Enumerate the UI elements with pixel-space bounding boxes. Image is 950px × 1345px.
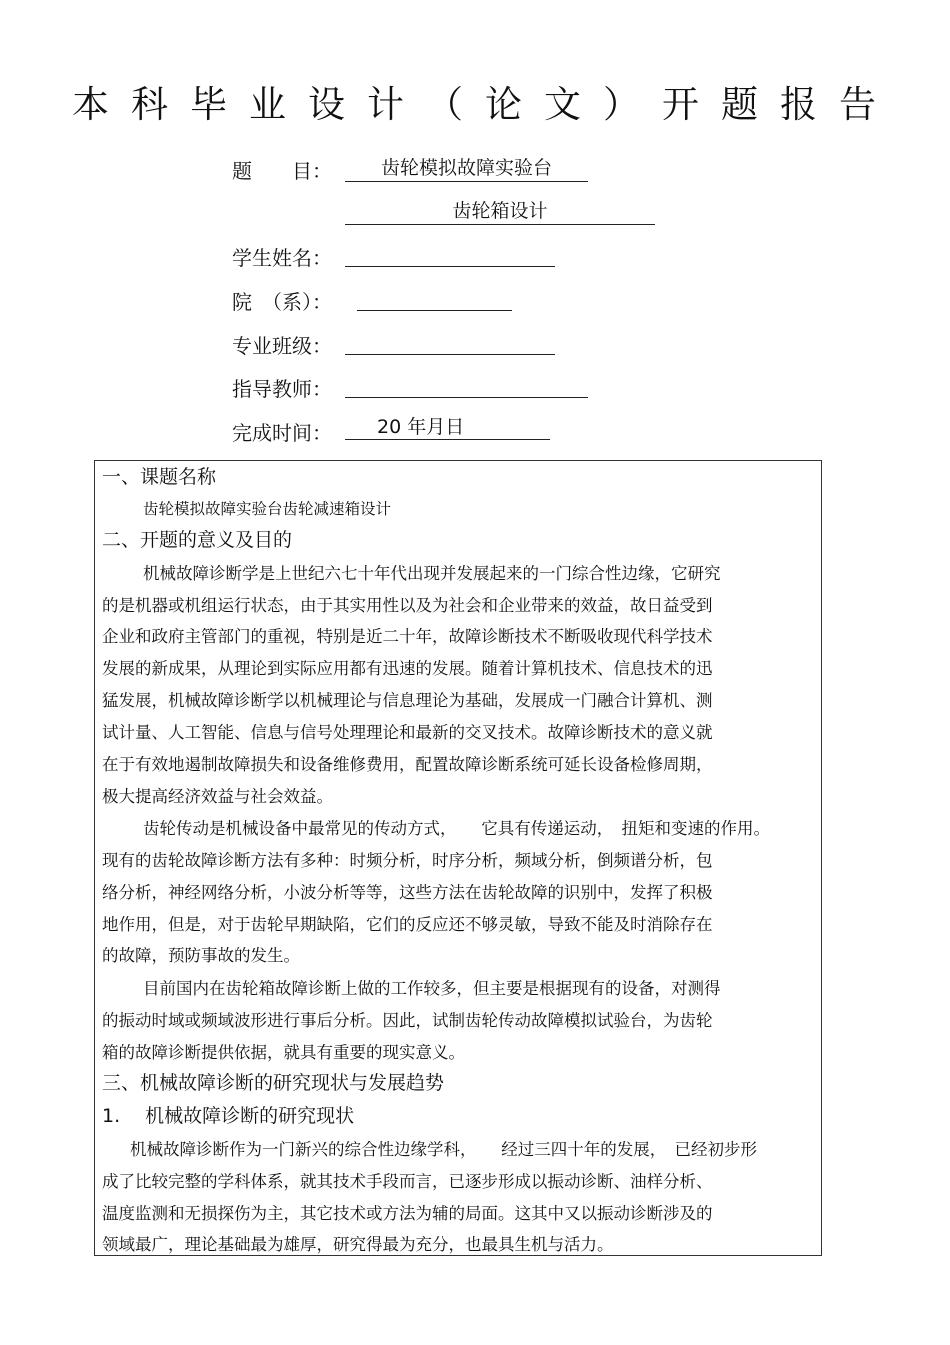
topic-label: 题 目： <box>232 159 332 183</box>
paragraph-line: 温度监测和无损探伤为主，其它技术或方法为辅的局面。这其中又以振动诊断涉及的 <box>102 1204 713 1223</box>
section-2-heading: 二、开题的意义及目的 <box>102 529 293 551</box>
paragraph-line: 地作用，但是，对于齿轮早期缺陷，它们的反应还不够灵敏，导致不能及时消除存在 <box>102 915 713 934</box>
paragraph-line: 机械故障诊断学是上世纪六七十年代出现并发展起来的一门综合性边缘，它研究 <box>143 564 721 583</box>
paragraph-line: 现有的齿轮故障诊断方法有多种：时频分析，时序分析，频域分析，倒频谱分析，包 <box>102 851 713 870</box>
student-name-label: 学生姓名： <box>232 246 332 270</box>
paragraph-line: 络分析，神经网络分析，小波分析等等，这些方法在齿轮故障的识别中，发挥了积极 <box>102 883 713 902</box>
section-3-heading: 三、机械故障诊断的研究现状与发展趋势 <box>102 1072 445 1094</box>
paragraph-line: 机械故障诊断作为一门新兴的综合性边缘学科， 经过三四十年的发展， 已经初步形 <box>130 1140 757 1159</box>
completion-date-label: 完成时间： <box>232 421 332 445</box>
paragraph-line: 发展的新成果，从理论到实际应用都有迅速的发展。随着计算机技术、信息技术的迅 <box>102 659 713 678</box>
completion-date-value: 20 年月日 <box>345 414 550 440</box>
department-value <box>357 284 512 311</box>
major-class-value <box>345 328 555 355</box>
student-name-value <box>345 240 555 267</box>
topic-value-line1: 齿轮模拟故障实验台 <box>345 155 588 182</box>
paragraph-line: 目前国内在齿轮箱故障诊断上做的工作较多，但主要是根据现有的设备，对测得 <box>143 979 721 998</box>
page-title: 本科毕业设计（论文）开题报告 <box>72 83 898 126</box>
paragraph-line: 的故障，预防事故的发生。 <box>102 946 300 965</box>
paragraph-line: 领域最广，理论基础最为雄厚，研究得最为充分，也最具生机与活力。 <box>102 1235 614 1254</box>
advisor-value <box>345 371 588 398</box>
paragraph-line: 在于有效地遏制故障损失和设备维修费用，配置故障诊断系统可延长设备检修周期， <box>102 755 713 774</box>
section-1-text: 齿轮模拟故障实验台齿轮减速箱设计 <box>143 500 392 518</box>
paragraph-line: 猛发展，机械故障诊断学以机械理论与信息理论为基础，发展成一门融合计算机、测 <box>102 691 713 710</box>
department-label: 院 （系）： <box>232 290 332 314</box>
advisor-label: 指导教师： <box>232 377 332 401</box>
paragraph-line: 极大提高经济效益与社会效益。 <box>102 787 333 806</box>
paragraph-line: 的是机器或机组运行状态，由于其实用性以及为社会和企业带来的效益，故日益受到 <box>102 596 713 615</box>
section-1-heading: 一、课题名称 <box>102 466 217 488</box>
topic-value-line2: 齿轮箱设计 <box>345 198 655 225</box>
section-3-subheading: 1. 机械故障诊断的研究现状 <box>102 1105 355 1127</box>
paragraph-line: 试计量、人工智能、信息与信号处理理论和最新的交叉技术。故障诊断技术的意义就 <box>102 723 713 742</box>
paragraph-line: 的振动时域或频域波形进行事后分析。因此，试制齿轮传动故障模拟试验台，为齿轮 <box>102 1011 713 1030</box>
paragraph-line: 齿轮传动是机械设备中最常见的传动方式， 它具有传递运动， 扭矩和变速的作用。 <box>143 819 770 838</box>
paragraph-line: 箱的故障诊断提供依据，就具有重要的现实意义。 <box>102 1043 465 1062</box>
major-class-label: 专业班级： <box>232 334 332 358</box>
paragraph-line: 企业和政府主管部门的重视，特别是近二十年，故障诊断技术不断吸收现代科学技术 <box>102 627 713 646</box>
paragraph-line: 成了比较完整的学科体系，就其技术手段而言，已逐步形成以振动诊断、油样分析、 <box>102 1172 713 1191</box>
